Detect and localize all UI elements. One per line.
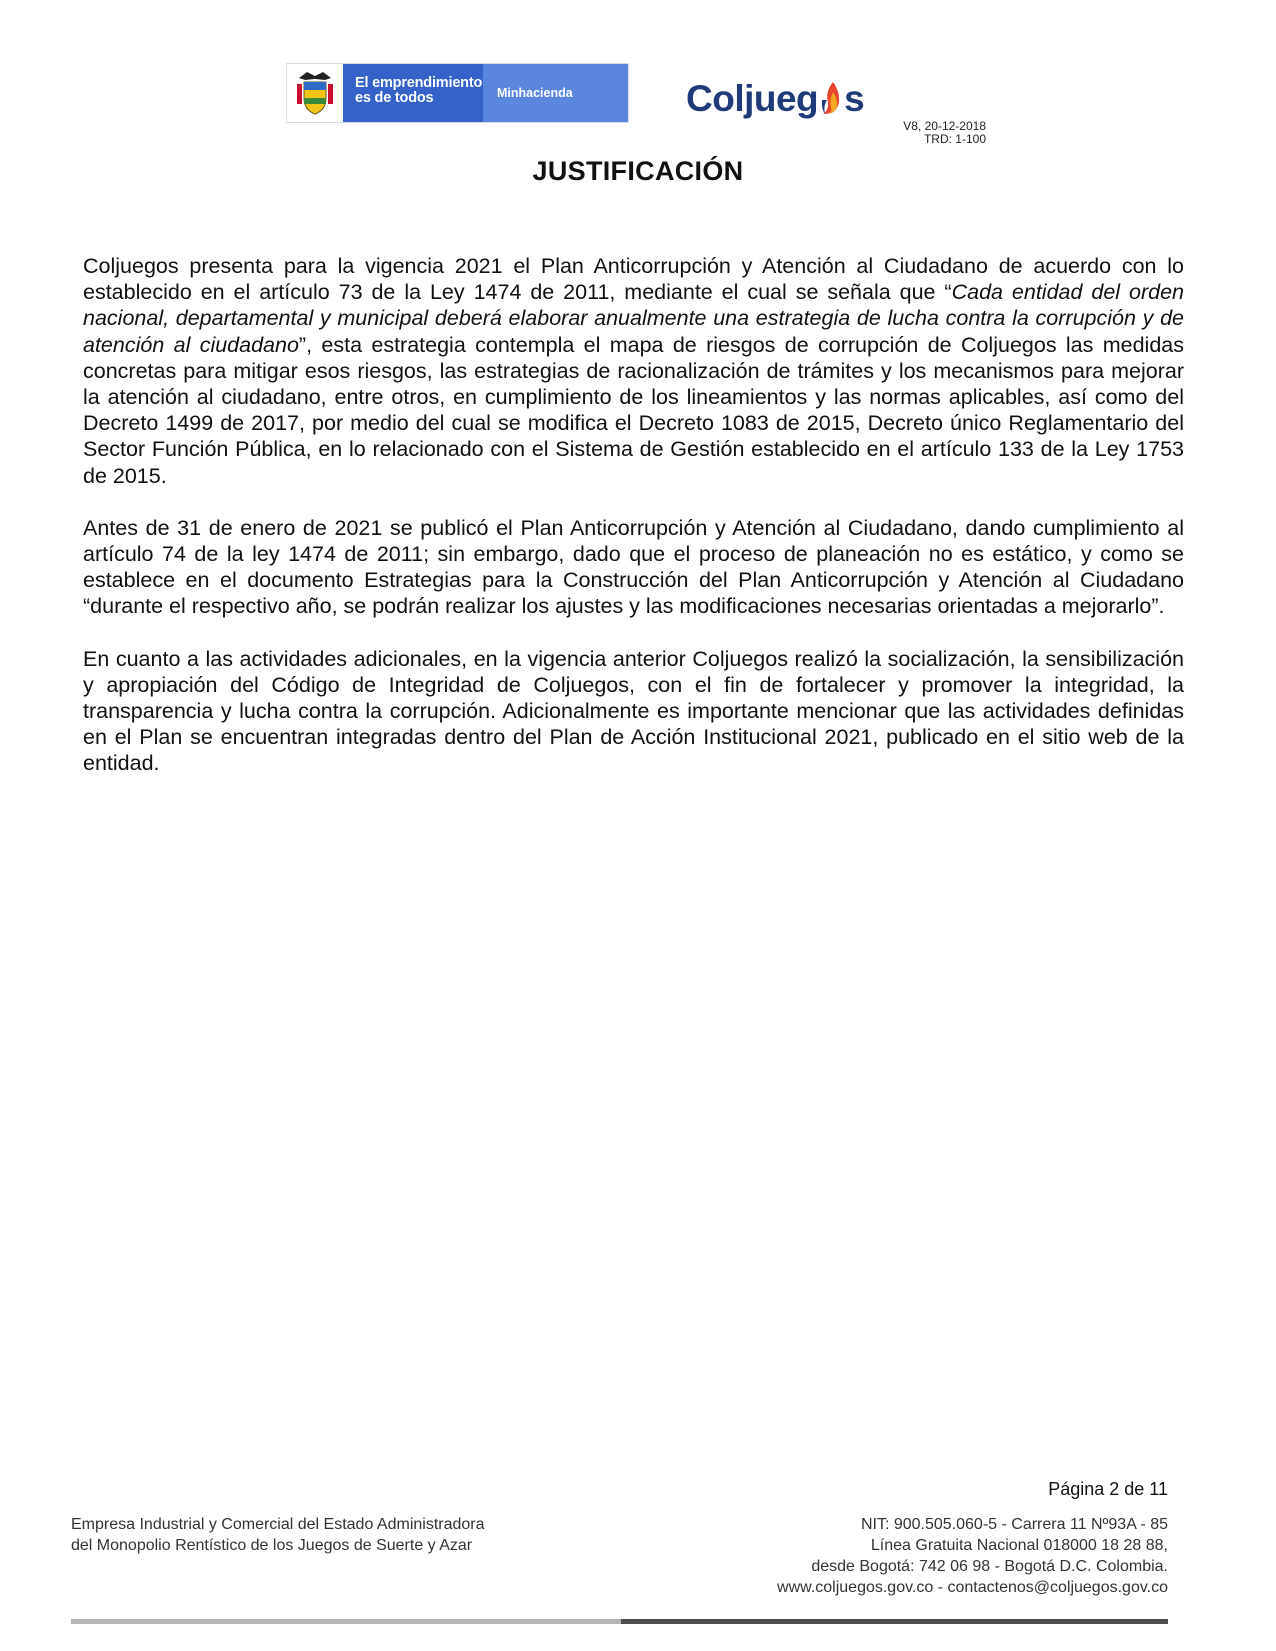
logo-text-b: s bbox=[844, 78, 865, 119]
page-number: Página 2 de 11 bbox=[1048, 1479, 1168, 1499]
paragraph-1-text-a: Coljuegos presenta para la vigencia 2021 el Plan Anticorrupción y Atención al Ciudadano de acuerdo con lo establecido en el artículo 73 de la Ley 1474 de 2011, mediante el cual se señala que “ bbox=[83, 254, 1184, 305]
footer-divider-light bbox=[71, 1619, 621, 1624]
footer-entity bbox=[71, 1514, 485, 1556]
government-banner bbox=[287, 64, 628, 122]
page-title: JUSTIFICACIÓN bbox=[532, 156, 744, 186]
flame-icon bbox=[819, 80, 843, 116]
banner-slogan bbox=[343, 64, 483, 122]
banner-slogan-line1: El emprendimiento bbox=[355, 75, 483, 91]
paragraph-2: Antes de 31 de enero de 2021 se publicó el Plan Anticorrupción y Atención al Ciudadano, dando cumplimiento al artículo 74 de la ley 1474 de 2011; sin embargo, dado que el proceso de planeación no es estático, y como se establece en el documento Estrategias para la Construcción del Plan Anticorrupción y Atención al Ciudadano “durante el respectivo año, se podrán realizar los ajustes y las modificaciones necesarias orientadas a mejorarlo”. bbox=[83, 515, 1184, 619]
paragraph-1-text-b: ”, esta estrategia contempla el mapa de riesgos de corrupción de Coljuegos las medidas concretas para mitigar esos riesgos, las estrategias de racionalización de trámites y los mecanismos para mejorar la atención al ciudadano, entre otros, en cumplimiento de los lineamientos y las normas aplicables, así como del Decreto 1499 de 2017, por medio del cual se modifica el Decreto 1083 de 2015, Decreto único Reglamentario del Sector Función Pública, en lo relacionado con el Sistema de Gestión establecido en el artículo 133 de la Ley 1753 de 2015. bbox=[83, 332, 1184, 488]
footer-left-line2: del Monopolio Rentístico de los Juegos de Suerte y Azar bbox=[71, 1537, 473, 1554]
document-body bbox=[83, 253, 1184, 803]
footer-right-line2: Línea Gratuita Nacional 018000 18 28 88, bbox=[870, 1537, 1168, 1554]
footer-right-line4: www.coljuegos.gov.co - contactenos@coljuegos.gov.co bbox=[777, 1579, 1168, 1596]
coljuegos-logo bbox=[686, 70, 864, 120]
trd-code: TRD: 1-100 bbox=[923, 132, 986, 146]
colombia-coat-of-arms-icon bbox=[287, 64, 343, 122]
footer-right-line3: desde Bogotá: 742 06 98 - Bogotá D.C. Colombia. bbox=[811, 1558, 1168, 1575]
footer-left-line1: Empresa Industrial y Comercial del Estado Administradora bbox=[71, 1516, 485, 1533]
paragraph-3: En cuanto a las actividades adicionales, en la vigencia anterior Coljuegos realizó la socialización, la sensibilización y apropiación del Código de Integridad de Coljuegos, con el fin de fortalecer y promover la integridad, la transparencia y lucha contra la corrupción. Adicionalmente es importante mencionar que las actividades definidas en el Plan se encuentran integradas dentro del Plan de Acción Institucional 2021, publicado en el sitio web de la entidad. bbox=[83, 646, 1184, 776]
paragraph-1-quote: Cada entidad del orden nacional, departamental y municipal deberá elaborar anualmente una estrategia de lucha contra la corrupción y de atención al ciudadano bbox=[83, 280, 1184, 357]
footer-divider-dark bbox=[621, 1619, 1168, 1624]
paragraph-1 bbox=[83, 253, 1184, 489]
footer-contact bbox=[777, 1514, 1168, 1598]
version-date: V8, 20-12-2018 bbox=[903, 119, 986, 133]
banner-ministry: Minhacienda bbox=[483, 64, 628, 122]
banner-slogan-line2: es de todos bbox=[355, 90, 434, 106]
logo-text-a: Coljueg bbox=[686, 78, 819, 119]
footer-right-line1: NIT: 900.505.060-5 - Carrera 11 Nº93A - 85 bbox=[860, 1516, 1168, 1533]
document-version bbox=[903, 120, 986, 146]
